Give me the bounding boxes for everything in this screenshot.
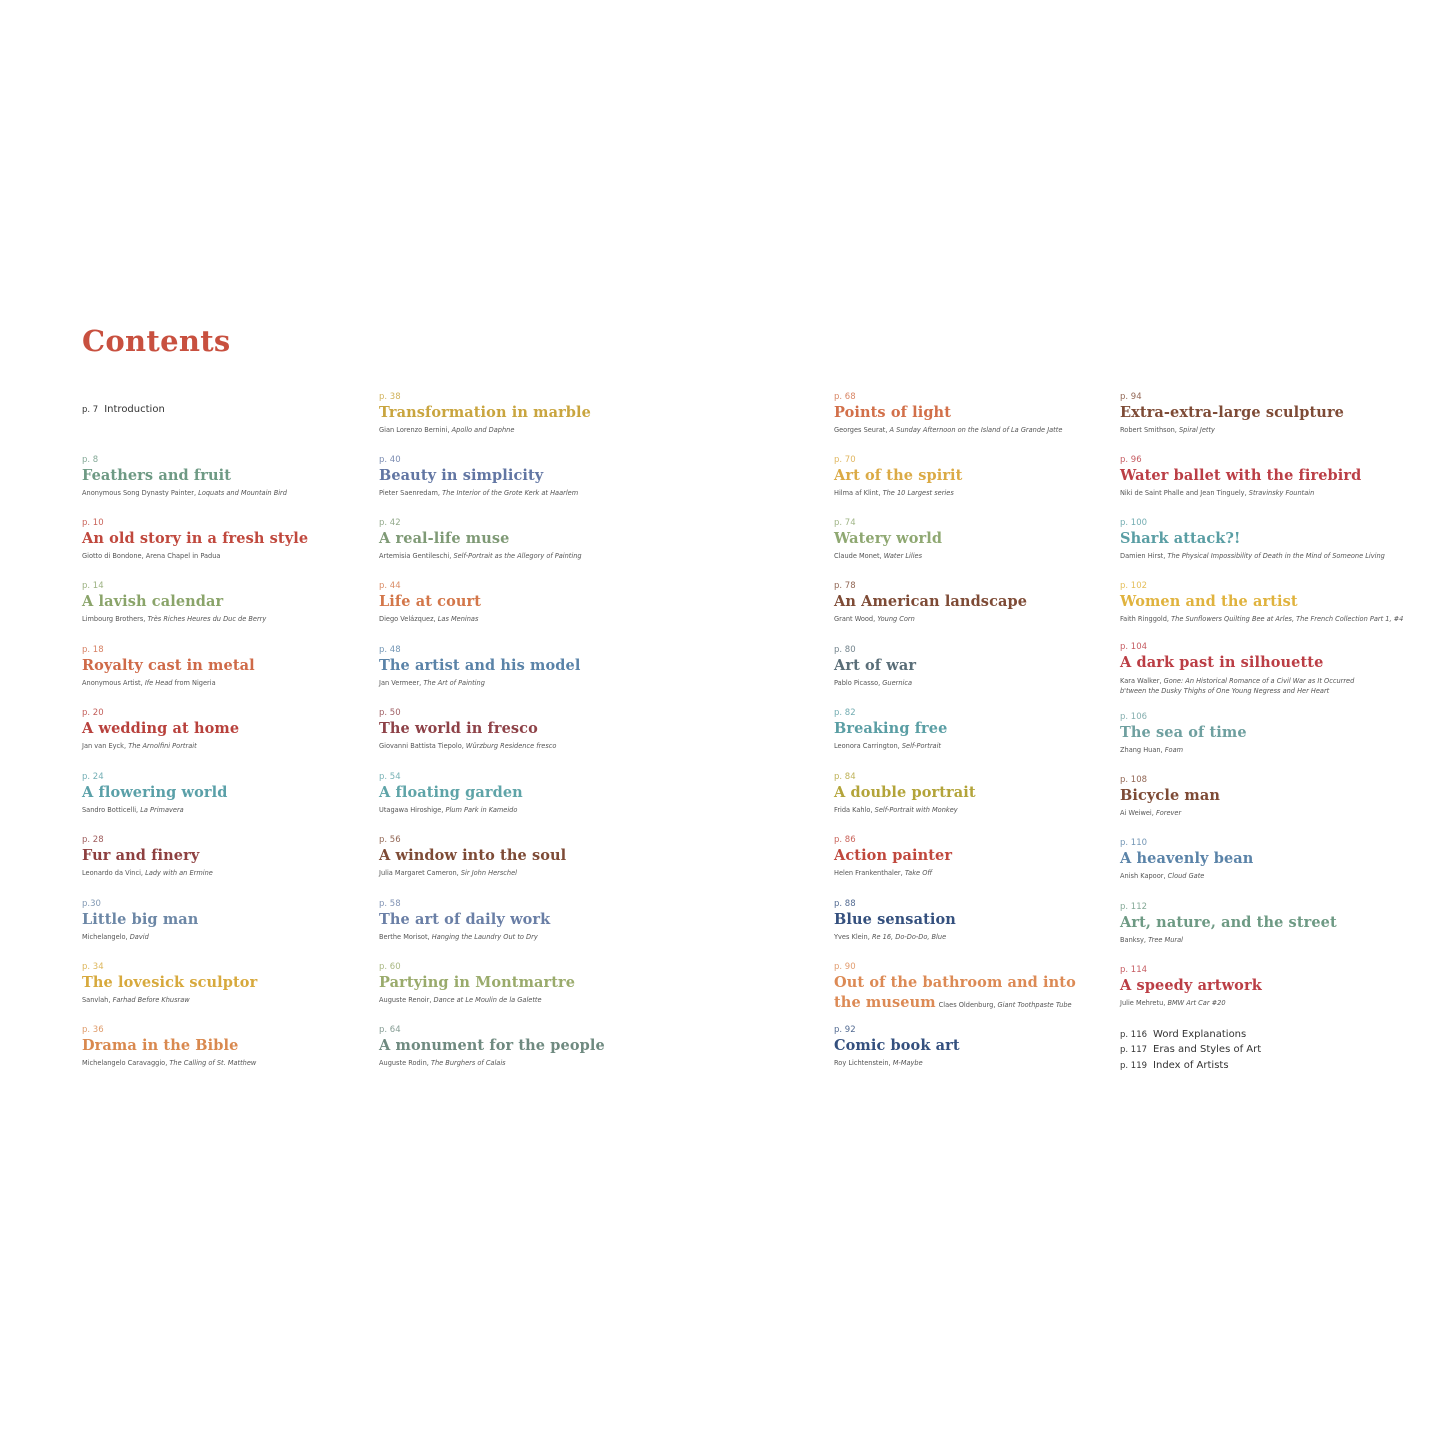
entry-title: Comic book art [834, 1037, 960, 1054]
artist-name: Michelangelo Caravaggio, [82, 1059, 170, 1067]
artwork-title: The 10 Largest series [882, 489, 954, 497]
artist-name: Michelangelo, [82, 933, 130, 941]
artwork-title: Self-Portrait with Monkey [874, 806, 958, 814]
artwork-title-line2: b'tween the Dusky Thighs of One Young Negress and Her Heart [1120, 687, 1330, 695]
entry-title: The world in fresco [379, 720, 538, 737]
toc-entry[interactable] [379, 962, 575, 1005]
entry-title: Breaking free [834, 720, 948, 737]
toc-entry[interactable] [379, 455, 578, 498]
entry-title: Art of war [834, 657, 917, 674]
toc-entry[interactable] [834, 835, 952, 878]
artist-name: Artemisia Gentileschi, [379, 552, 454, 560]
entry-credit [379, 552, 582, 561]
page-number: p. 117 [1120, 1045, 1148, 1055]
artwork-title: Lady with an Ermine [145, 869, 213, 877]
entry-credit [82, 1059, 256, 1068]
entry-credit [82, 933, 198, 942]
page-number: p. 106 [1120, 712, 1148, 722]
entry-credit [1120, 426, 1344, 435]
page-number: p. 34 [82, 962, 104, 972]
page-number: p. 54 [379, 772, 401, 782]
entry-credit [834, 489, 962, 498]
toc-intro[interactable] [82, 404, 165, 415]
page-number: p. 48 [379, 645, 401, 655]
artwork-title: Forever [1155, 809, 1182, 817]
entry-title: A monument for the people [379, 1037, 605, 1054]
artist-name: Gian Lorenzo Bernini, [379, 426, 452, 434]
entry-credit [379, 933, 550, 942]
artist-name: Giovanni Battista Tiepolo, [379, 742, 466, 750]
entry-credit [379, 996, 575, 1005]
entry-credit [1120, 552, 1385, 561]
artwork-title: Re 16, Do-Do-Do, Blue [871, 933, 947, 941]
artwork-title: David [129, 933, 149, 941]
entry-title: The artist and his model [379, 657, 581, 674]
entry-title: Fur and finery [82, 847, 200, 864]
page-number: p. 36 [82, 1025, 104, 1035]
artist-name: Faith Ringgold, [1120, 615, 1172, 623]
artwork-title: Farhad Before Khusraw [112, 996, 190, 1004]
artist-name: Giotto di Bondone, Arena Chapel in Padua [82, 552, 221, 560]
artwork-title: M-Maybe [892, 1059, 923, 1067]
artist-name: Julie Mehretu, [1120, 999, 1168, 1007]
artwork-title: Würzburg Residence fresco [465, 742, 557, 750]
artwork-title: Très Riches Heures du Duc de Berry [147, 615, 267, 623]
artist-name: Banksy, [1120, 936, 1149, 944]
artist-name: Anonymous Artist, [82, 679, 145, 687]
artist-name: Zhang Huan, [1120, 746, 1165, 754]
page-number: p. 104 [1120, 642, 1148, 652]
page-number: p. 50 [379, 708, 401, 718]
artist-name: Jan Vermeer, [379, 679, 424, 687]
entry-title: A floating garden [379, 784, 523, 801]
artist-name: Pablo Picasso, [834, 679, 883, 687]
toc-entry[interactable] [82, 518, 308, 561]
page-number: p. 60 [379, 962, 401, 972]
artist-name: Damien Hirst, [1120, 552, 1168, 560]
entry-title-line2: the museum [834, 994, 936, 1011]
toc-entry[interactable] [834, 581, 1027, 624]
entry-title: Art of the spirit [834, 467, 963, 484]
artist-name: Anish Kapoor, [1120, 872, 1168, 880]
artist-name: Grant Wood, [834, 615, 878, 623]
artist-name: Limbourg Brothers, [82, 615, 148, 623]
page-number: p. 88 [834, 899, 856, 909]
entry-credit [82, 742, 239, 751]
artwork-title: La Primavera [140, 806, 184, 814]
toc-entry[interactable] [82, 962, 257, 1005]
entry-title: A wedding at home [82, 720, 240, 737]
entry-credit [82, 869, 213, 878]
entry-title: An old story in a fresh style [82, 530, 309, 547]
entry-credit [82, 679, 255, 688]
artwork-title: Stravinsky Fountain [1248, 489, 1315, 497]
entry-credit [379, 615, 481, 624]
page-number: p. 68 [834, 392, 856, 402]
page-number: p. 64 [379, 1025, 401, 1035]
entry-credit [1120, 872, 1253, 881]
page-number: p. 74 [834, 518, 856, 528]
artist-name: Diego Velázquez, [379, 615, 438, 623]
entry-credit [834, 742, 947, 751]
toc-entry[interactable] [379, 835, 566, 878]
entry-credit [834, 615, 1027, 624]
entry-label: Word Explanations [1153, 1029, 1247, 1040]
page-number: p. 110 [1120, 838, 1148, 848]
page-number: p. 82 [834, 708, 856, 718]
entry-title: A heavenly bean [1120, 850, 1254, 867]
entry-title: Water ballet with the firebird [1120, 467, 1362, 484]
page-number: p. 96 [1120, 455, 1142, 465]
entry-credit [379, 806, 523, 815]
entry-title: A real-life muse [379, 530, 510, 547]
page-title: Contents [82, 324, 231, 358]
artwork-title: Water Lilies [883, 552, 923, 560]
entry-label: Index of Artists [1153, 1060, 1229, 1071]
toc-entry[interactable] [834, 772, 976, 815]
entry-credit [834, 869, 952, 878]
artist-name: Ai Weiwei, [1120, 809, 1156, 817]
entry-credit [1120, 676, 1354, 696]
page-number: p. 84 [834, 772, 856, 782]
toc-entry[interactable] [82, 581, 266, 624]
toc-entry[interactable] [379, 645, 580, 688]
entry-title: Little big man [82, 911, 199, 928]
entry-credit [379, 489, 578, 498]
entry-title-continued [834, 993, 1076, 1015]
toc-entry[interactable] [379, 392, 591, 435]
entry-title: Beauty in simplicity [379, 467, 544, 484]
toc-entry[interactable] [834, 962, 1076, 1015]
page-number: p. 94 [1120, 392, 1142, 402]
entry-title: A double portrait [834, 784, 976, 801]
entry-credit [82, 615, 266, 624]
page-number: p. 14 [82, 581, 104, 591]
entry-credit [82, 806, 227, 815]
entry-credit [834, 552, 942, 561]
artist-name: Claes Oldenburg, [938, 1001, 998, 1009]
entry-credit [1120, 936, 1337, 945]
artist-name: Auguste Rodin, [379, 1059, 431, 1067]
entry-title: Art, nature, and the street [1120, 914, 1337, 931]
entry-credit [82, 489, 287, 498]
entry-title: Action painter [834, 847, 953, 864]
artwork-title: BMW Art Car #20 [1167, 999, 1226, 1007]
artwork-title: Hanging the Laundry Out to Dry [431, 933, 538, 941]
artist-name: Niki de Saint Phalle and Jean Tinguely, [1120, 489, 1249, 497]
entry-credit [379, 869, 566, 878]
entry-title: Life at court [379, 593, 482, 610]
entry-credit [379, 1059, 605, 1068]
entry-label: Introduction [104, 404, 165, 415]
entry-credit [834, 806, 976, 815]
toc-entry[interactable] [1120, 712, 1247, 755]
page-number: p. 86 [834, 835, 856, 845]
artwork-title: Plum Park in Kameido [445, 806, 518, 814]
entry-title: A dark past in silhouette [1120, 654, 1324, 671]
artwork-title: The Interior of the Grote Kerk at Haarlem [442, 489, 579, 497]
toc-entry[interactable] [379, 581, 481, 624]
artwork-title: The Physical Impossibility of Death in the Mind of Someone Living [1167, 552, 1385, 560]
credit-suffix: from Nigeria [172, 679, 216, 687]
entry-title: Watery world [834, 530, 943, 547]
artist-name: Claude Monet, [834, 552, 884, 560]
entry-title: Shark attack?! [1120, 530, 1241, 547]
artwork-title: The Calling of St. Matthew [169, 1059, 257, 1067]
entry-title: A flowering world [82, 784, 228, 801]
artwork-title: Spiral Jetty [1179, 426, 1215, 434]
artist-name: Yves Klein, [834, 933, 872, 941]
entry-title: A speedy artwork [1120, 977, 1262, 994]
toc-entry[interactable] [834, 899, 956, 942]
entry-title: Blue sensation [834, 911, 956, 928]
artist-name: Robert Smithson, [1120, 426, 1179, 434]
entry-credit [939, 1001, 1072, 1009]
entry-title: Partying in Montmartre [379, 974, 576, 991]
entry-title: Transformation in marble [379, 404, 591, 421]
page-number: p. 90 [834, 962, 856, 972]
toc-entry[interactable] [834, 708, 947, 751]
entry-title: A lavish calendar [82, 593, 224, 610]
toc-entry[interactable] [82, 645, 255, 688]
page-number: p. 7 [82, 405, 99, 415]
entry-credit [1120, 746, 1247, 755]
page-number: p. 24 [82, 772, 104, 782]
page-number: p. 38 [379, 392, 401, 402]
page-number: p. 119 [1120, 1061, 1148, 1071]
artwork-title: Self-Portrait as the Allegory of Painting [453, 552, 582, 560]
artist-name: Utagawa Hiroshige, [379, 806, 446, 814]
toc-entry[interactable] [82, 772, 227, 815]
entry-credit [1120, 999, 1262, 1008]
entry-credit [1120, 615, 1403, 624]
toc-entry[interactable] [379, 1025, 605, 1068]
artwork-title: Take Off [904, 869, 933, 877]
toc-entry[interactable] [379, 899, 550, 942]
artwork-title: The Arnolfini Portrait [128, 742, 197, 750]
page-number: p. 20 [82, 708, 104, 718]
page-number: p. 8 [82, 455, 99, 465]
artwork-title: Foam [1164, 746, 1184, 754]
artist-name: Frida Kahlo, [834, 806, 875, 814]
artwork-title: The Burghers of Calais [430, 1059, 506, 1067]
artist-name: Anonymous Song Dynasty Painter, [82, 489, 199, 497]
toc-entry[interactable] [1120, 518, 1385, 561]
artwork-title: A Sunday Afternoon on the Island of La Grande Jatte [889, 426, 1063, 434]
artwork-title: Young Corn [877, 615, 915, 623]
artist-name: Hilma af Klint, [834, 489, 883, 497]
entry-title: The art of daily work [379, 911, 551, 928]
page-number: p. 78 [834, 581, 856, 591]
toc-entry[interactable] [1120, 838, 1253, 881]
entry-credit [379, 679, 580, 688]
page-number: p. 28 [82, 835, 104, 845]
artist-name: Jan van Eyck, [82, 742, 129, 750]
toc-entry[interactable] [82, 708, 239, 751]
page-number: p. 116 [1120, 1030, 1148, 1040]
page-number: p. 100 [1120, 518, 1148, 528]
page-number: p. 70 [834, 455, 856, 465]
artwork-title: Tree Mural [1148, 936, 1183, 944]
toc-entry[interactable] [379, 708, 556, 751]
entry-credit [834, 1059, 960, 1068]
toc-entry[interactable] [1120, 965, 1262, 1008]
entry-title: Drama in the Bible [82, 1037, 239, 1054]
page-number: p. 92 [834, 1025, 856, 1035]
artwork-title: Self-Portrait [901, 742, 941, 750]
toc-back-matter-item[interactable] [1120, 1029, 1246, 1040]
page-number: p. 114 [1120, 965, 1148, 975]
toc-entry[interactable] [834, 455, 962, 498]
page-number: p. 58 [379, 899, 401, 909]
entry-title: Bicycle man [1120, 787, 1221, 804]
entry-title: Royalty cast in metal [82, 657, 255, 674]
page-number: p. 44 [379, 581, 401, 591]
artwork-title: Sir John Herschel [460, 869, 517, 877]
toc-entry[interactable] [379, 518, 582, 561]
toc-entry[interactable] [1120, 775, 1220, 818]
artist-name: Auguste Renoir, [379, 996, 434, 1004]
artist-name: Julia Margaret Cameron, [379, 869, 461, 877]
artwork-title: Las Meninas [437, 615, 479, 623]
artist-name: Sanvlah, [82, 996, 113, 1004]
artwork-title: Cloud Gate [1167, 872, 1205, 880]
toc-entry[interactable] [834, 645, 916, 688]
page-number: p. 112 [1120, 902, 1148, 912]
toc-entry[interactable] [1120, 902, 1337, 945]
artist-name: Helen Frankenthaler, [834, 869, 905, 877]
artwork-title: Dance at Le Moulin de la Galette [433, 996, 542, 1004]
entry-label: Eras and Styles of Art [1153, 1044, 1262, 1055]
artist-name: Pieter Saenredam, [379, 489, 443, 497]
entry-title: Points of light [834, 404, 951, 421]
toc-entry[interactable] [1120, 455, 1361, 498]
entry-title: Out of the bathroom and into [834, 974, 1076, 991]
toc-entry[interactable] [82, 455, 287, 498]
entry-title: Women and the artist [1120, 593, 1298, 610]
artist-name: Georges Seurat, [834, 426, 890, 434]
artwork-title: Apollo and Daphne [451, 426, 515, 434]
entry-title: The lovesick sculptor [82, 974, 258, 991]
entry-credit [82, 552, 308, 561]
toc-entry[interactable] [834, 518, 942, 561]
entry-credit [82, 996, 257, 1005]
page-number: p. 10 [82, 518, 104, 528]
entry-credit [834, 933, 956, 942]
toc-back-matter-item[interactable] [1120, 1060, 1229, 1071]
toc-entry[interactable] [834, 392, 1062, 435]
page-number: p. 56 [379, 835, 401, 845]
page-number: p. 18 [82, 645, 104, 655]
entry-credit [1120, 489, 1361, 498]
artwork-title: Gone: An Historical Romance of a Civil War as It Occurred [1163, 677, 1355, 685]
toc-entry[interactable] [1120, 581, 1403, 624]
toc-entry[interactable] [82, 1025, 256, 1068]
artwork-title: The Art of Painting [423, 679, 485, 687]
entry-title: The sea of time [1120, 724, 1247, 741]
artwork-title: Loquats and Mountain Bird [198, 489, 287, 497]
toc-entry[interactable] [1120, 392, 1344, 435]
page-number: p. 102 [1120, 581, 1148, 591]
page-number: p. 80 [834, 645, 856, 655]
artist-name: Kara Walker, [1120, 677, 1164, 685]
artwork-title: Giant Toothpaste Tube [997, 1001, 1072, 1009]
artist-name: Roy Lichtenstein, [834, 1059, 893, 1067]
artist-name: Berthe Morisot, [379, 933, 432, 941]
toc-back-matter-item[interactable] [1120, 1044, 1261, 1055]
entry-credit [1120, 809, 1220, 818]
entry-credit [379, 426, 591, 435]
entry-credit [834, 679, 916, 688]
entry-title: An American landscape [834, 593, 1028, 610]
artist-name: Sandro Botticelli, [82, 806, 141, 814]
artist-name: Leonardo da Vinci, [82, 869, 146, 877]
page-number: p. 108 [1120, 775, 1148, 785]
artist-name: Leonora Carrington, [834, 742, 902, 750]
artwork-title: Guernica [882, 679, 913, 687]
entry-title: Feathers and fruit [82, 467, 231, 484]
toc-entry[interactable] [379, 772, 523, 815]
toc-entry[interactable] [82, 835, 213, 878]
artwork-title: The Sunflowers Quilting Bee at Arles, The French Collection Part 1, #4 [1171, 615, 1404, 623]
page-number: p. 40 [379, 455, 401, 465]
entry-title: A window into the soul [379, 847, 567, 864]
entry-credit [379, 742, 556, 751]
artwork-title: Ife Head [144, 679, 173, 687]
page-number: p. 42 [379, 518, 401, 528]
toc-entry[interactable] [834, 1025, 960, 1068]
toc-entry[interactable] [82, 899, 198, 942]
entry-credit [834, 426, 1062, 435]
entry-title: Extra-extra-large sculpture [1120, 404, 1345, 421]
toc-entry[interactable] [1120, 642, 1354, 696]
page-number: p.30 [82, 899, 101, 909]
